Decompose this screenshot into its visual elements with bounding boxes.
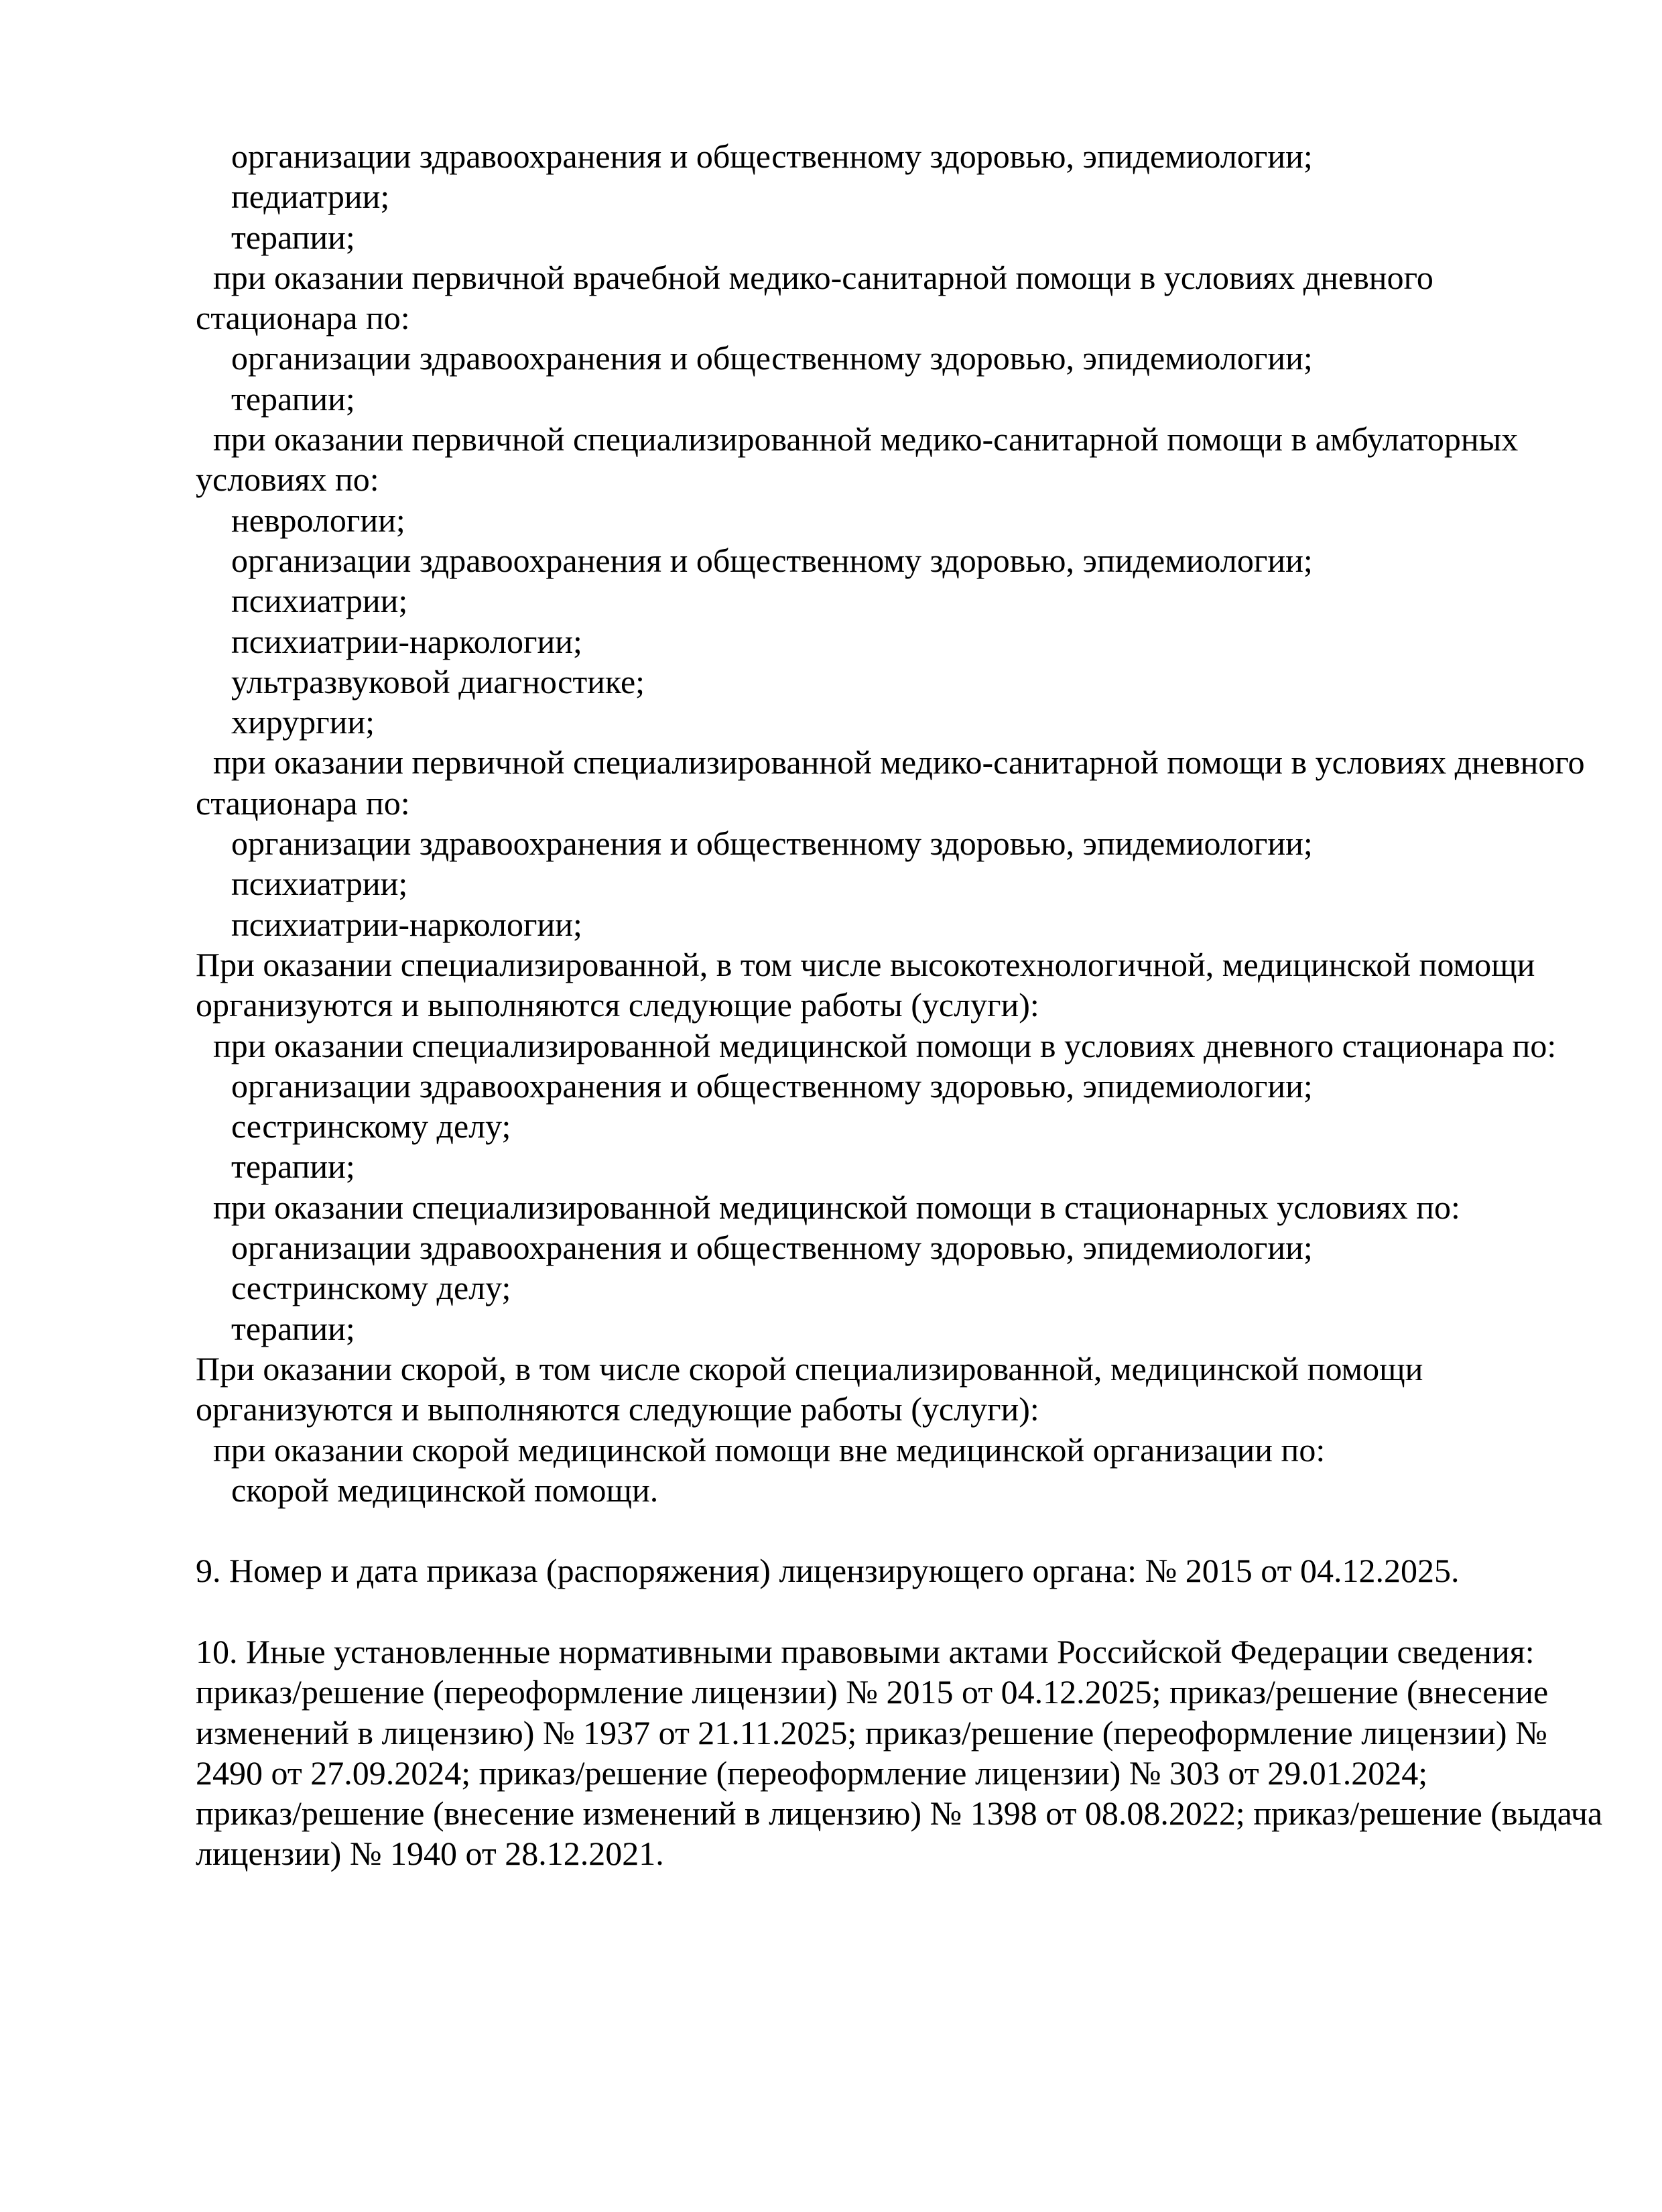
text-line: организации здравоохранения и общественному здоровью, эпидемиологии; [231, 824, 1313, 863]
text-line: ультразвуковой диагностике; [231, 662, 645, 700]
blank-line [0, 1591, 1662, 1632]
text-line: изменений в лицензию) № 1937 от 21.11.2025; приказ/решение (переоформление лицензии) № [196, 1713, 1547, 1752]
text-line: при оказании специализированной медицинской помощи в стационарных условиях по: [213, 1188, 1460, 1226]
text-line: терапии; [231, 1309, 355, 1347]
text-line: приказ/решение (переоформление лицензии) № 2015 от 04.12.2025; приказ/решение (внесение [196, 1673, 1549, 1711]
text-line: организации здравоохранения и общественному здоровью, эпидемиологии; [231, 339, 1313, 377]
text-line: 10. Иные установленные нормативными правовыми актами Российской Федерации сведения: [196, 1632, 1535, 1670]
text-line: организации здравоохранения и общественному здоровью, эпидемиологии; [231, 137, 1313, 175]
text-line: лицензии) № 1940 от 28.12.2021. [196, 1835, 664, 1873]
text-line: При оказании скорой, в том числе скорой специализированной, медицинской помощи [196, 1349, 1423, 1388]
text-line: организуются и выполняются следующие работы (услуги): [196, 1390, 1039, 1428]
text-line: приказ/решение (внесение изменений в лицензию) № 1398 от 08.08.2022; приказ/решение (выдача [196, 1794, 1603, 1833]
text-line: психиатрии-наркологии; [231, 622, 582, 660]
text-line: 2490 от 27.09.2024; приказ/решение (переоформление лицензии) № 303 от 29.01.2024; [196, 1754, 1428, 1792]
text-line: педиатрии; [231, 178, 390, 216]
text-line: терапии; [231, 379, 355, 418]
text-line: при оказании специализированной медицинской помощи в условиях дневного стационара по: [213, 1026, 1557, 1064]
text-line: организуются и выполняются следующие работы (услуги): [196, 986, 1039, 1024]
text-line: при оказании первичной врачебной медико-санитарной помощи в условиях дневного [213, 258, 1433, 296]
text-line: при оказании скорой медицинской помощи вне медицинской организации по: [213, 1430, 1326, 1469]
text-line: при оказании первичной специализированной медико-санитарной помощи в условиях дневного [213, 743, 1585, 782]
blank-line [0, 1510, 1662, 1550]
text-line: организации здравоохранения и общественному здоровью, эпидемиологии; [231, 1066, 1313, 1105]
text-line: терапии; [231, 218, 355, 256]
text-line: сестринскому делу; [231, 1107, 511, 1146]
text-line: психиатрии; [231, 582, 408, 620]
text-line: психиатрии; [231, 865, 408, 903]
text-line: при оказании первичной специализированной медико-санитарной помощи в амбулаторных [213, 420, 1519, 458]
text-line: При оказании специализированной, в том числе высокотехнологичной, медицинской помощи [196, 945, 1535, 983]
document-text-block [0, 136, 1662, 1874]
text-line: сестринскому делу; [231, 1269, 511, 1307]
text-line: условиях по: [196, 460, 379, 499]
text-line: 9. Номер и дата приказа (распоряжения) лицензирующего органа: № 2015 от 04.12.2025. [196, 1552, 1460, 1590]
text-line: психиатрии-наркологии; [231, 905, 582, 943]
text-line: стационара по: [196, 784, 410, 822]
text-line: скорой медицинской помощи. [231, 1471, 659, 1509]
text-line: организации здравоохранения и общественному здоровью, эпидемиологии; [231, 541, 1313, 579]
text-line: стационара по: [196, 299, 410, 337]
text-line: неврологии; [231, 501, 405, 539]
text-line: хирургии; [231, 703, 375, 741]
text-line: терапии; [231, 1148, 355, 1186]
text-line: организации здравоохранения и общественному здоровью, эпидемиологии; [231, 1229, 1313, 1267]
